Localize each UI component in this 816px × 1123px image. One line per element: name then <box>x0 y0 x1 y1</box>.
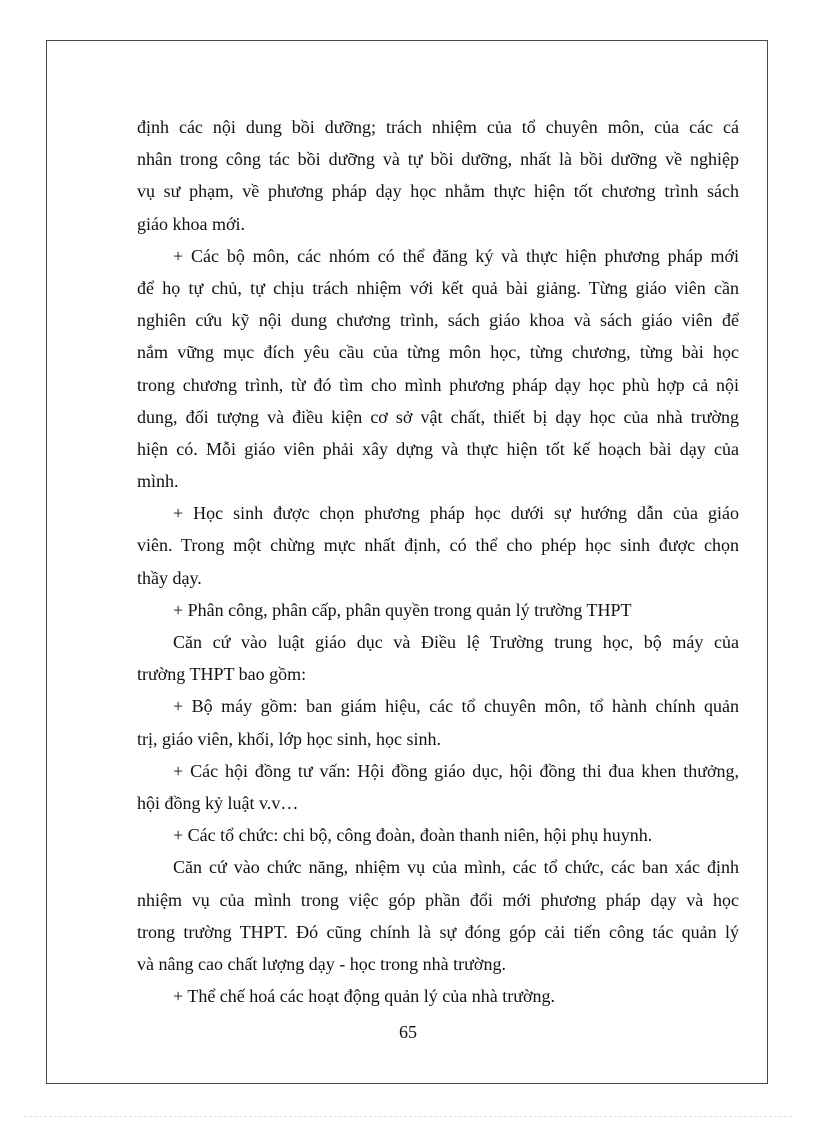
body-text <box>137 111 739 1012</box>
text-line: nhiệm vụ của mình trong việc góp phần đổi mới phương pháp dạy và học <box>137 889 739 910</box>
text-line: để họ tự chủ, tự chịu trách nhiệm với kết quả bài giảng. Từng giáo viên cần <box>137 277 739 298</box>
text-line: + Các bộ môn, các nhóm có thể đăng ký và thực hiện phương pháp mới <box>173 245 739 266</box>
text-line: hiện có. Mỗi giáo viên phải xây dựng và thực hiện tốt kế hoạch bài dạy của <box>137 438 739 459</box>
text-line: trị, giáo viên, khối, lớp học sinh, học sinh. <box>137 728 441 749</box>
text-line: + Thể chế hoá các hoạt động quản lý của nhà trường. <box>173 986 555 1007</box>
text-line: viên. Trong một chừng mực nhất định, có thể cho phép học sinh được chọn <box>137 535 739 556</box>
page-number: 65 <box>399 1022 417 1042</box>
text-line: nắm vững mục đích yêu cầu của từng môn học, từng chương, từng bài học <box>137 342 739 363</box>
text-line: nghiên cứu kỹ nội dung chương trình, sách giáo khoa và sách giáo viên để <box>137 310 739 331</box>
text-line: dung, đối tượng và điều kiện cơ sở vật chất, thiết bị dạy học của nhà trường <box>137 406 739 427</box>
text-line: hội đồng kỷ luật v.v… <box>137 792 299 813</box>
text-line: Căn cứ vào chức năng, nhiệm vụ của mình, các tổ chức, các ban xác định <box>173 857 739 878</box>
page-divider <box>24 1116 792 1117</box>
text-line: Căn cứ vào luật giáo dục và Điều lệ Trường trung học, bộ máy của <box>173 632 739 652</box>
text-line: và nâng cao chất lượng dạy - học trong nhà trường. <box>137 953 506 974</box>
text-line: định các nội dung bồi dưỡng; trách nhiệm của tổ chuyên môn, của các cá <box>137 117 739 137</box>
text-line: + Các hội đồng tư vấn: Hội đồng giáo dục, hội đồng thi đua khen thưởng, <box>173 760 739 781</box>
text-line: trường THPT bao gồm: <box>137 664 307 685</box>
text-line: mình. <box>137 471 179 492</box>
text-line: + Bộ máy gồm: ban giám hiệu, các tổ chuyên môn, tổ hành chính quản <box>173 696 739 717</box>
text-line: + Phân công, phân cấp, phân quyền trong quản lý trường THPT <box>173 599 632 620</box>
text-line: thầy dạy. <box>137 567 202 588</box>
text-line: + Các tổ chức: chi bộ, công đoàn, đoàn thanh niên, hội phụ huynh. <box>173 825 653 846</box>
text-line: vụ sư phạm, về phương pháp dạy học nhằm thực hiện tốt chương trình sách <box>137 181 739 202</box>
text-line: trong chương trình, từ đó tìm cho mình phương pháp dạy học phù hợp cả nội <box>137 374 739 395</box>
text-line: nhân trong công tác bồi dưỡng và tự bồi dưỡng, nhất là bồi dưỡng về nghiệp <box>137 149 739 170</box>
text-line: trong trường THPT. Đó cũng chính là sự đóng góp cải tiến công tác quản lý <box>137 921 739 942</box>
text-line: + Học sinh được chọn phương pháp học dưới sự hướng dẫn của giáo <box>173 503 739 524</box>
text-line: giáo khoa mới. <box>137 213 245 234</box>
